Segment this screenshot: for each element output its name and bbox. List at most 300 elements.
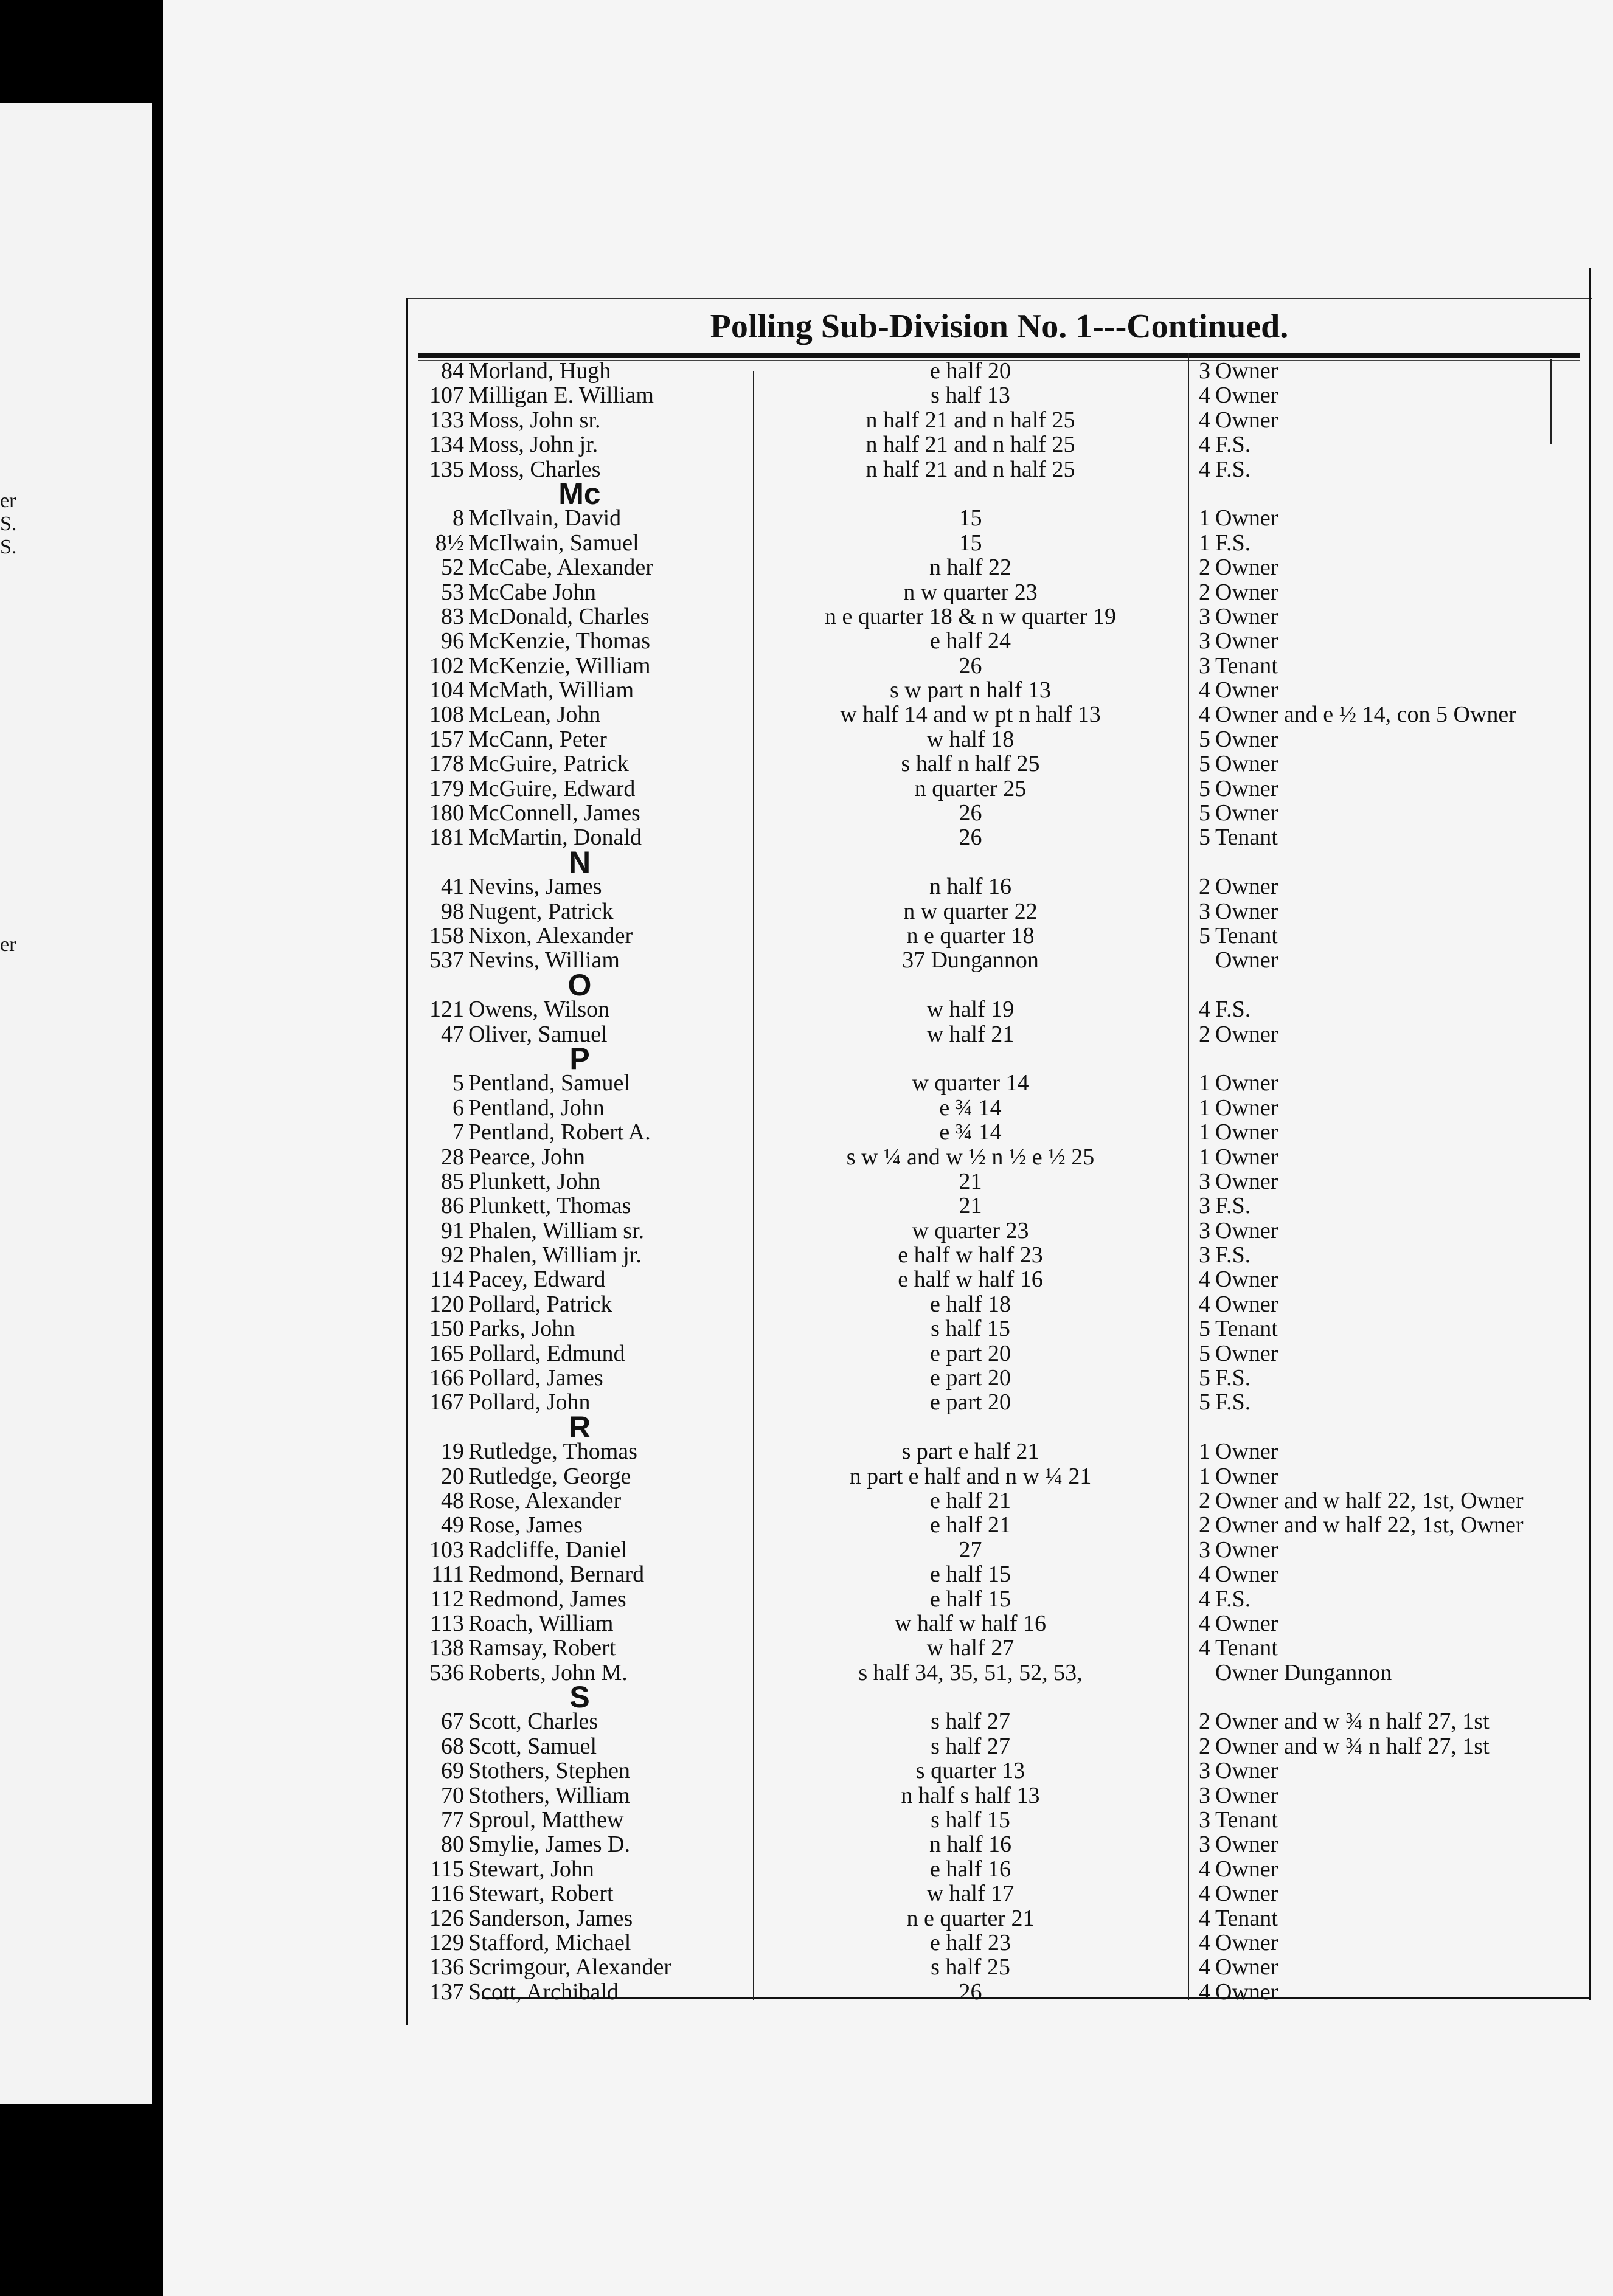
- voter-name: McCabe, Alexander: [468, 555, 653, 581]
- voter-name: Plunkett, Thomas: [468, 1193, 631, 1219]
- voter-name: Scott, Archibald: [468, 1979, 619, 2005]
- voter-status: Owner: [1215, 1463, 1278, 1489]
- voter-name: Rose, Alexander: [468, 1487, 622, 1513]
- voter-row: [406, 1611, 1592, 1636]
- section-letter-row: [406, 1680, 1592, 1715]
- voter-row: [406, 629, 1592, 653]
- voter-status: Owner: [1215, 1979, 1278, 2005]
- voter-status: Owner: [1215, 1340, 1278, 1366]
- voter-status: F.S.: [1215, 1389, 1251, 1416]
- voter-status: Owner: [1215, 751, 1278, 777]
- voter-name: Rutledge, Thomas: [468, 1439, 637, 1465]
- section-letter-row: [406, 1409, 1592, 1444]
- voter-status: Owner: [1215, 505, 1278, 531]
- concession-number: 3: [1199, 1217, 1210, 1243]
- voter-name: Oliver, Samuel: [468, 1021, 608, 1047]
- voter-status: Owner: [1215, 1537, 1278, 1563]
- voter-row: [406, 727, 1592, 752]
- land-description: s half 15: [931, 1316, 1010, 1342]
- concession-number: 3: [1199, 1242, 1210, 1268]
- concession-number: 3: [1199, 1831, 1210, 1858]
- voter-status: Owner: [1215, 947, 1278, 973]
- voter-status: F.S.: [1215, 432, 1251, 458]
- voter-name: Scrimgour, Alexander: [468, 1954, 672, 1980]
- voter-name: Pollard, Edmund: [468, 1340, 625, 1366]
- voter-status: Owner: [1215, 1217, 1278, 1243]
- voter-status: Tenant: [1215, 825, 1278, 851]
- section-letter-row: [406, 476, 1592, 511]
- land-description: n half s half 13: [901, 1782, 1040, 1808]
- voter-row: [406, 383, 1592, 407]
- voter-number: 133: [429, 407, 464, 433]
- land-description: w half 21: [926, 1021, 1015, 1047]
- voter-row: [406, 432, 1592, 457]
- voter-status: Owner: [1215, 579, 1278, 605]
- concession-number: 4: [1199, 1930, 1210, 1955]
- concession-number: 4: [1199, 1881, 1210, 1907]
- voter-status: Owner: [1215, 1168, 1278, 1194]
- voter-row: [406, 1145, 1592, 1169]
- voter-row: [406, 1955, 1592, 1979]
- land-description: n half 16: [929, 874, 1012, 900]
- land-description: s half 27: [931, 1709, 1010, 1735]
- concession-number: 2: [1199, 555, 1210, 581]
- land-description: w half 17: [926, 1881, 1015, 1907]
- voter-number: 52: [441, 555, 464, 581]
- voter-number: 70: [441, 1782, 464, 1808]
- voter-number: 8½: [435, 530, 464, 556]
- voter-name: McGuire, Edward: [468, 775, 636, 801]
- heading-rule: [418, 353, 1580, 358]
- land-description: 15: [959, 530, 982, 556]
- voter-status: Owner: [1215, 1021, 1278, 1047]
- voter-name: McIlvain, David: [468, 505, 622, 531]
- voter-row: [406, 1316, 1592, 1341]
- voter-status: Owner: [1215, 1439, 1278, 1465]
- land-description: s half 34, 35, 51, 52, 53,: [858, 1659, 1083, 1686]
- land-description: w quarter 23: [912, 1217, 1029, 1243]
- voter-status: Owner: [1215, 407, 1278, 433]
- voter-status: Tenant: [1215, 652, 1278, 679]
- voter-number: 84: [441, 358, 464, 384]
- land-description: e part 20: [930, 1389, 1011, 1416]
- voter-name: McIlwain, Samuel: [468, 530, 639, 556]
- voter-status: Owner: [1215, 603, 1278, 629]
- land-description: e half 15: [930, 1561, 1011, 1588]
- concession-number: 5: [1199, 1340, 1210, 1366]
- voter-name: Milligan E. William: [468, 382, 654, 409]
- section-letter-row: [406, 967, 1592, 1002]
- land-description: e half 18: [930, 1291, 1011, 1317]
- voter-status: Owner: [1215, 358, 1278, 384]
- voter-number: 8: [453, 505, 464, 531]
- concession-number: 3: [1199, 628, 1210, 654]
- voter-name: McKenzie, William: [468, 652, 651, 679]
- voter-row: [406, 580, 1592, 604]
- voter-number: 7: [453, 1119, 464, 1146]
- land-description: 27: [959, 1537, 982, 1563]
- voter-status: Owner Dungannon: [1215, 1659, 1392, 1686]
- voter-name: Stewart, Robert: [468, 1881, 614, 1907]
- voter-row: [406, 359, 1592, 383]
- voter-row: [406, 604, 1592, 629]
- voter-row: [406, 531, 1592, 555]
- voter-row: [406, 1709, 1592, 1734]
- voter-row: [406, 1071, 1592, 1095]
- land-description: n part e half and n w ¼ 21: [849, 1463, 1092, 1489]
- voter-name: Nugent, Patrick: [468, 898, 614, 924]
- concession-number: 1: [1199, 1119, 1210, 1146]
- voter-row: [406, 874, 1592, 899]
- left-page-fragment: er: [0, 933, 16, 956]
- voter-name: Plunkett, John: [468, 1168, 601, 1194]
- voter-status: Owner: [1215, 1954, 1278, 1980]
- land-description: 15: [959, 505, 982, 531]
- concession-number: 3: [1199, 1782, 1210, 1808]
- land-description: n e quarter 18 & n w quarter 19: [824, 603, 1117, 629]
- voter-row: [406, 1980, 1592, 2004]
- land-description: s w ¼ and w ½ n ½ e ½ 25: [846, 1144, 1095, 1170]
- land-description: 21: [959, 1168, 982, 1194]
- voter-number: 92: [441, 1242, 464, 1268]
- voter-name: McKenzie, Thomas: [468, 628, 650, 654]
- voter-number: 121: [429, 997, 464, 1023]
- voter-row: [406, 1219, 1592, 1243]
- voter-name: Moss, Charles: [468, 456, 601, 482]
- concession-number: 5: [1199, 726, 1210, 752]
- concession-number: 3: [1199, 603, 1210, 629]
- concession-number: 5: [1199, 775, 1210, 801]
- voter-number: 134: [429, 432, 464, 458]
- land-description: n w quarter 22: [903, 898, 1038, 924]
- voter-number: 80: [441, 1831, 464, 1858]
- voter-row: [406, 555, 1592, 579]
- voter-status: Owner: [1215, 898, 1278, 924]
- voter-number: 102: [429, 652, 464, 679]
- land-description: e half 15: [930, 1586, 1011, 1612]
- voter-number: 103: [429, 1537, 464, 1563]
- voter-status: F.S.: [1215, 997, 1251, 1023]
- concession-number: 1: [1199, 1439, 1210, 1465]
- left-page-fragment: er: [0, 489, 16, 512]
- voter-name: Stothers, Stephen: [468, 1758, 630, 1784]
- voter-number: 96: [441, 628, 464, 654]
- voter-number: 113: [430, 1610, 464, 1636]
- voter-number: 86: [441, 1193, 464, 1219]
- voter-name: Pollard, James: [468, 1365, 603, 1391]
- concession-number: 3: [1199, 652, 1210, 679]
- concession-number: 2: [1199, 579, 1210, 605]
- voter-number: 69: [441, 1758, 464, 1784]
- voter-row: [406, 1734, 1592, 1758]
- concession-number: 4: [1199, 407, 1210, 433]
- voter-status: Owner: [1215, 1831, 1278, 1858]
- land-description: 21: [959, 1193, 982, 1219]
- land-description: e half 16: [930, 1856, 1011, 1882]
- land-description: s half 13: [931, 382, 1010, 409]
- concession-number: 1: [1199, 1094, 1210, 1121]
- land-description: n half 16: [929, 1831, 1012, 1858]
- land-description: e half 21: [930, 1512, 1011, 1538]
- voter-status: Owner: [1215, 1094, 1278, 1121]
- voter-number: 67: [441, 1709, 464, 1735]
- voter-row: [406, 1366, 1592, 1390]
- land-description: 26: [959, 825, 982, 851]
- voter-name: Smylie, James D.: [468, 1831, 630, 1858]
- voter-row: [406, 1832, 1592, 1856]
- concession-number: 4: [1199, 997, 1210, 1023]
- voter-number: 179: [429, 775, 464, 801]
- voter-status: Tenant: [1215, 1635, 1278, 1661]
- voter-number: 41: [441, 874, 464, 900]
- voter-number: 166: [429, 1365, 464, 1391]
- land-description: 26: [959, 652, 982, 679]
- voter-number: 136: [429, 1954, 464, 1980]
- voter-number: 537: [429, 947, 464, 973]
- land-description: e half 20: [930, 358, 1011, 384]
- voter-name: Stothers, William: [468, 1782, 630, 1808]
- concession-number: 4: [1199, 382, 1210, 409]
- voter-row: [406, 1587, 1592, 1611]
- concession-number: 5: [1199, 1316, 1210, 1342]
- section-letter: N: [568, 845, 591, 879]
- voter-status: Owner: [1215, 1267, 1278, 1293]
- frame-top-border: [406, 298, 1592, 299]
- concession-number: 4: [1199, 1586, 1210, 1612]
- voter-row: [406, 1439, 1592, 1464]
- voter-row: [406, 752, 1592, 776]
- voter-status: Owner and w half 22, 1st, Owner: [1215, 1487, 1524, 1513]
- concession-number: 4: [1199, 1856, 1210, 1882]
- voter-row: [406, 1120, 1592, 1144]
- voter-name: Scott, Charles: [468, 1709, 598, 1735]
- concession-number: 5: [1199, 825, 1210, 851]
- voter-rows: [406, 359, 1592, 2004]
- voters-list-panel: [406, 268, 1592, 2028]
- voter-row: [406, 678, 1592, 702]
- land-description: e part 20: [930, 1340, 1011, 1366]
- voter-status: Owner: [1215, 1782, 1278, 1808]
- voter-name: McMartin, Donald: [468, 825, 642, 851]
- land-description: 26: [959, 800, 982, 826]
- voter-name: Rose, James: [468, 1512, 583, 1538]
- voter-number: 116: [430, 1881, 464, 1907]
- voter-name: Redmond, James: [468, 1586, 626, 1612]
- voter-name: Redmond, Bernard: [468, 1561, 645, 1588]
- land-description: n e quarter 18: [906, 922, 1035, 949]
- land-description: s half 27: [931, 1733, 1010, 1759]
- voter-name: Pollard, Patrick: [468, 1291, 612, 1317]
- voter-row: [406, 702, 1592, 727]
- voter-status: Owner: [1215, 726, 1278, 752]
- voter-status: Owner: [1215, 677, 1278, 704]
- voter-row: [406, 1857, 1592, 1881]
- land-description: n quarter 25: [914, 775, 1027, 801]
- section-letter-row: [406, 1041, 1592, 1076]
- concession-number: 4: [1199, 1635, 1210, 1661]
- voter-row: [406, 408, 1592, 432]
- land-description: w half 19: [926, 997, 1015, 1023]
- voter-name: Moss, John jr.: [468, 432, 598, 458]
- land-description: w half 27: [926, 1635, 1015, 1661]
- concession-number: 2: [1199, 1709, 1210, 1735]
- voter-status: Owner: [1215, 775, 1278, 801]
- voter-status: Owner: [1215, 1758, 1278, 1784]
- land-description: e half 24: [930, 628, 1011, 654]
- voter-status: Tenant: [1215, 922, 1278, 949]
- voter-name: Phalen, William sr.: [468, 1217, 645, 1243]
- voter-name: Nevins, James: [468, 874, 602, 900]
- concession-number: 4: [1199, 1561, 1210, 1588]
- voter-name: Moss, John sr.: [468, 407, 601, 433]
- voter-status: Owner: [1215, 1119, 1278, 1146]
- voter-number: 28: [441, 1144, 464, 1170]
- land-description: 37 Dungannon: [902, 947, 1039, 973]
- land-description: s half 15: [931, 1807, 1010, 1833]
- land-description: n e quarter 21: [906, 1905, 1035, 1931]
- land-description: w quarter 14: [912, 1070, 1029, 1096]
- concession-number: 2: [1199, 1021, 1210, 1047]
- concession-number: 5: [1199, 1389, 1210, 1416]
- land-description: 26: [959, 1979, 982, 2005]
- voter-name: Pentland, John: [468, 1094, 605, 1121]
- land-description: e ¾ 14: [939, 1094, 1002, 1121]
- voter-number: 104: [429, 677, 464, 704]
- voter-name: Roach, William: [468, 1610, 614, 1636]
- voter-row: [406, 1931, 1592, 1955]
- concession-number: 4: [1199, 702, 1210, 728]
- voter-number: 167: [429, 1389, 464, 1416]
- voter-name: Morland, Hugh: [468, 358, 611, 384]
- voter-name: Sproul, Matthew: [468, 1807, 624, 1833]
- concession-number: 5: [1199, 751, 1210, 777]
- voter-number: 77: [441, 1807, 464, 1833]
- voter-row: [406, 1513, 1592, 1537]
- voter-name: McDonald, Charles: [468, 603, 650, 629]
- voter-row: [406, 1194, 1592, 1218]
- section-letter: P: [569, 1041, 590, 1076]
- concession-number: 2: [1199, 874, 1210, 900]
- voter-number: 181: [429, 825, 464, 851]
- voter-number: 19: [441, 1439, 464, 1465]
- voter-number: 129: [429, 1930, 464, 1955]
- voter-row: [406, 506, 1592, 530]
- voter-row: [406, 1758, 1592, 1783]
- voter-status: Tenant: [1215, 1316, 1278, 1342]
- concession-number: 4: [1199, 677, 1210, 704]
- voter-name: Pollard, John: [468, 1389, 591, 1416]
- voter-name: McConnell, James: [468, 800, 640, 826]
- concession-number: 5: [1199, 922, 1210, 949]
- voter-number: 83: [441, 603, 464, 629]
- voter-status: Owner: [1215, 628, 1278, 654]
- voter-name: McCabe John: [468, 579, 597, 605]
- voter-status: F.S.: [1215, 1193, 1251, 1219]
- voter-number: 111: [431, 1561, 464, 1588]
- land-description: e half w half 23: [898, 1242, 1043, 1268]
- voter-status: Owner: [1215, 1144, 1278, 1170]
- voter-number: 137: [429, 1979, 464, 2005]
- voter-status: Owner: [1215, 1610, 1278, 1636]
- page-heading: Polling Sub-Division No. 1---Continued.: [710, 308, 1289, 345]
- voter-row: [406, 776, 1592, 801]
- voter-name: Owens, Wilson: [468, 997, 610, 1023]
- land-description: s quarter 13: [915, 1758, 1025, 1784]
- voter-name: Phalen, William jr.: [468, 1242, 642, 1268]
- voter-number: 178: [429, 751, 464, 777]
- section-letter: O: [567, 967, 592, 1002]
- voter-name: Sanderson, James: [468, 1905, 633, 1931]
- voter-status: Owner: [1215, 382, 1278, 409]
- section-letter-row: [406, 845, 1592, 879]
- voter-row: [406, 1096, 1592, 1120]
- voter-number: 165: [429, 1340, 464, 1366]
- concession-number: 1: [1199, 1463, 1210, 1489]
- voter-status: Owner: [1215, 555, 1278, 581]
- voter-number: 49: [441, 1512, 464, 1538]
- voter-row: [406, 997, 1592, 1022]
- land-description: w half 14 and w pt n half 13: [840, 702, 1101, 728]
- voter-row: [406, 1341, 1592, 1366]
- voter-number: 53: [441, 579, 464, 605]
- voter-status: F.S.: [1215, 1365, 1251, 1391]
- voter-name: McLean, John: [468, 702, 601, 728]
- voter-name: Pentland, Robert A.: [468, 1119, 651, 1146]
- voter-status: Owner: [1215, 874, 1278, 900]
- land-description: s half n half 25: [901, 751, 1040, 777]
- land-description: w half w half 16: [894, 1610, 1047, 1636]
- voter-row: [406, 1243, 1592, 1267]
- land-description: n half 21 and n half 25: [865, 407, 1075, 433]
- voter-name: Radcliffe, Daniel: [468, 1537, 627, 1563]
- land-description: s half 25: [931, 1954, 1010, 1980]
- voter-name: McMath, William: [468, 677, 634, 704]
- concession-number: 5: [1199, 800, 1210, 826]
- voter-name: Stafford, Michael: [468, 1930, 631, 1955]
- voter-row: [406, 801, 1592, 825]
- voter-row: [406, 1562, 1592, 1586]
- voter-number: 47: [441, 1021, 464, 1047]
- concession-number: 4: [1199, 1610, 1210, 1636]
- voter-number: 5: [453, 1070, 464, 1096]
- voter-number: 150: [429, 1316, 464, 1342]
- voter-row: [406, 1906, 1592, 1931]
- concession-number: 3: [1199, 1807, 1210, 1833]
- concession-number: 2: [1199, 1733, 1210, 1759]
- concession-number: 3: [1199, 1537, 1210, 1563]
- voter-number: 6: [453, 1094, 464, 1121]
- voter-row: [406, 899, 1592, 924]
- voter-row: [406, 1489, 1592, 1513]
- voter-name: Rutledge, George: [468, 1463, 631, 1489]
- land-description: n half 22: [929, 555, 1012, 581]
- land-description: n half 21 and n half 25: [865, 432, 1075, 458]
- land-description: n half 21 and n half 25: [865, 456, 1075, 482]
- concession-number: 1: [1199, 1144, 1210, 1170]
- voter-number: 157: [429, 726, 464, 752]
- concession-number: 2: [1199, 1487, 1210, 1513]
- concession-number: 4: [1199, 1291, 1210, 1317]
- voter-number: 108: [429, 702, 464, 728]
- voter-number: 138: [429, 1635, 464, 1661]
- land-description: w half 18: [926, 726, 1015, 752]
- voter-status: Owner: [1215, 800, 1278, 826]
- voter-name: Pacey, Edward: [468, 1267, 606, 1293]
- land-description: e half 21: [930, 1487, 1011, 1513]
- concession-number: 3: [1199, 358, 1210, 384]
- voter-status: Owner: [1215, 1561, 1278, 1588]
- voter-number: 98: [441, 898, 464, 924]
